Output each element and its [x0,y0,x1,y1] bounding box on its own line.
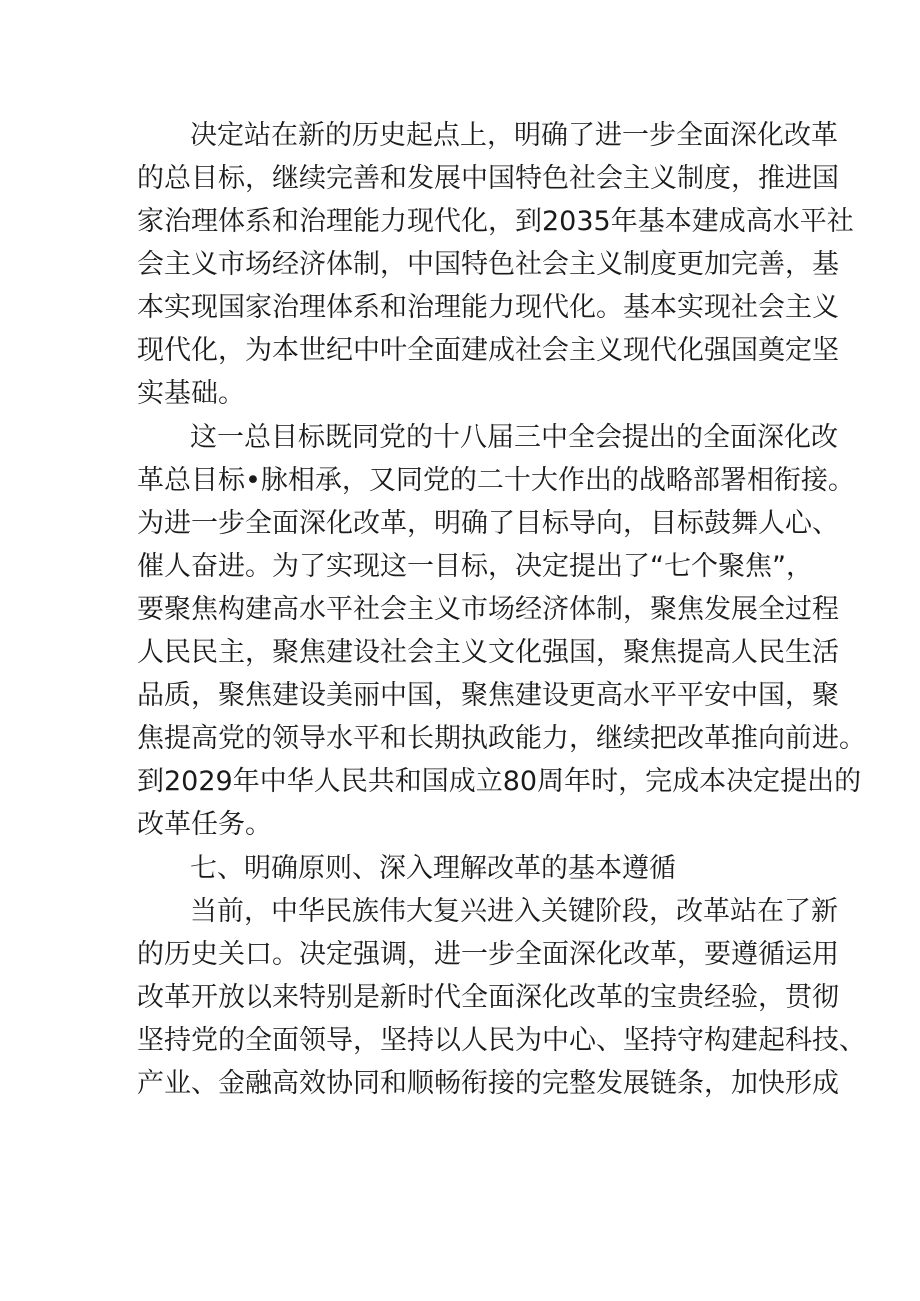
paragraph-2-line-7: 品质，聚焦建设美丽中国，聚焦建设更高水平平安中国，聚 [137,680,839,711]
paragraph-1-line-2: 的总目标，继续完善和发展中国特色社会主义制度，推进国 [137,163,839,194]
section-heading: 七、明确原则、深入理解改革的基本遵循 [190,853,676,884]
paragraph-1-line-4: 会主义市场经济体制，中国特色社会主义制度更加完善，基 [137,249,839,280]
paragraph-2-line-3: 为进一步全面深化改革，明确了目标导向，目标鼓舞人心、 [137,508,839,539]
paragraph-2-line-10: 改革任务。 [137,809,272,840]
paragraph-1-line-7: 实基础。 [137,378,245,409]
paragraph-1-line-3: 家治理体系和治理能力现代化，到2035年基本建成高水平社 [137,206,854,237]
paragraph-1-line-5: 本实现国家治理体系和治理能力现代化。基本实现社会主义 [137,292,839,323]
paragraph-3-line-4: 坚持党的全面领导，坚持以人民为中心、坚持守构建起科技、 [137,1025,866,1056]
paragraph-1-line-1: 决定站在新的历史起点上，明确了进一步全面深化改革 [190,120,838,151]
paragraph-1-line-6: 现代化，为本世纪中叶全面建成社会主义现代化强国奠定坚 [137,335,839,366]
paragraph-3-line-2: 的历史关口。决定强调，进一步全面深化改革，要遵循运用 [137,939,839,970]
paragraph-2-line-1: 这一总目标既同党的十八届三中全会提出的全面深化改 [190,422,838,453]
paragraph-2-line-6: 人民民主，聚焦建设社会主义文化强国，聚焦提高人民生活 [137,637,839,668]
paragraph-2-line-9: 到2029年中华人民共和国成立80周年时，完成本决定提出的 [137,766,862,797]
paragraph-2-line-8: 焦提高党的领导水平和长期执政能力，继续把改革推向前进。 [137,723,866,754]
paragraph-3-line-1: 当前，中华民族伟大复兴进入关键阶段，改革站在了新 [190,896,838,927]
paragraph-2-line-4: 催人奋进。为了实现这一目标，决定提出了“七个聚焦”， [137,551,813,582]
paragraph-3-line-5: 产业、金融高效协同和顺畅衔接的完整发展链条，加快形成 [137,1068,839,1099]
paragraph-2-line-2: 革总目标•脉相承，又同党的二十大作出的战略部署相衔接。 [137,465,855,496]
paragraph-3-line-3: 改革开放以来特别是新时代全面深化改革的宝贵经验，贯彻 [137,982,839,1013]
paragraph-2-line-5: 要聚焦构建高水平社会主义市场经济体制，聚焦发展全过程 [137,594,839,625]
